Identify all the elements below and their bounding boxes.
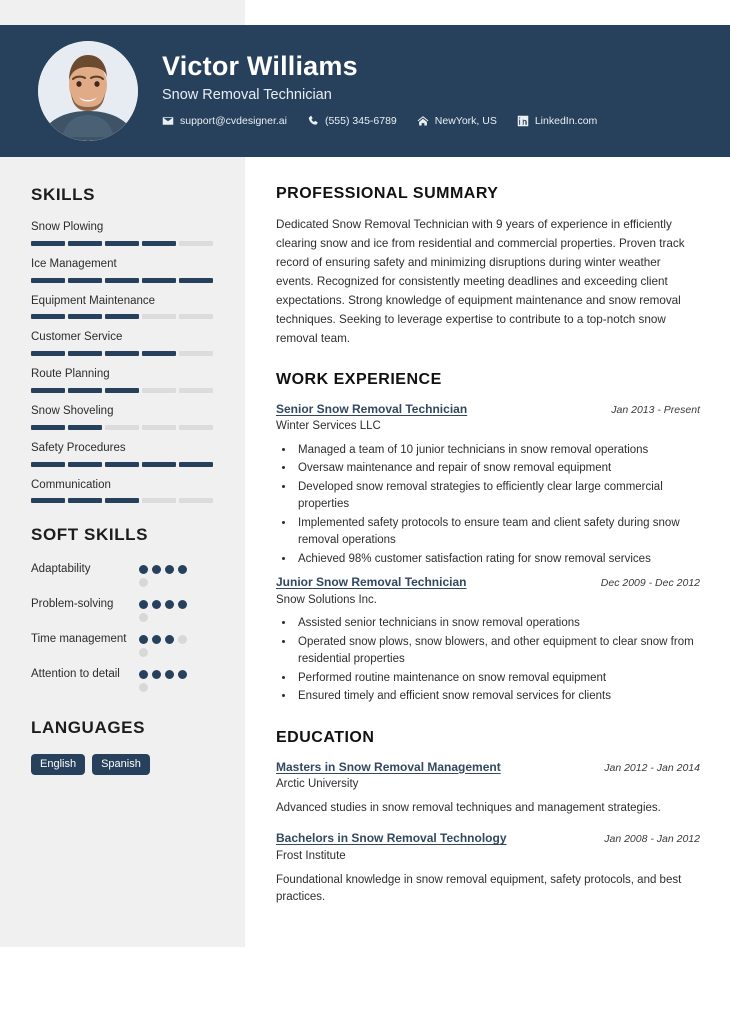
skill-level-bar	[31, 425, 213, 430]
experience-entry	[276, 402, 700, 568]
experience-bullet-list	[276, 615, 700, 705]
rating-dot	[165, 565, 174, 574]
education-entry	[276, 760, 700, 818]
rating-dot	[152, 670, 161, 679]
languages-heading: LANGUAGES	[31, 718, 146, 738]
education-list	[276, 760, 700, 908]
skill-bar-segment	[68, 388, 102, 393]
rating-dot	[165, 600, 174, 609]
soft-skill-rating	[139, 666, 199, 692]
skill-item	[31, 405, 214, 430]
skill-label: Equipment Maintenance	[31, 294, 156, 307]
rating-dot	[152, 565, 161, 574]
contact-email-text: support@cvdesigner.ai	[180, 115, 287, 128]
skill-item	[31, 331, 214, 356]
rating-dot	[152, 600, 161, 609]
skill-level-bar	[31, 314, 213, 319]
languages-section	[31, 718, 214, 775]
education-description: Advanced studies in snow removal techniques and management strategies.	[276, 801, 661, 814]
experience-bullet: • Developed snow removal strategies to efficiently clear large commercial properties	[295, 479, 700, 514]
skill-bar-segment	[142, 351, 176, 356]
skill-bar-segment	[105, 278, 139, 283]
skill-item	[31, 368, 214, 393]
rating-dot	[139, 578, 148, 587]
soft-skill-label: Problem-solving	[31, 598, 114, 611]
soft-skill-rating	[139, 561, 199, 587]
section-spacer	[276, 713, 700, 729]
soft-skill-item	[31, 666, 214, 692]
experience-organization: Winter Services LLC	[276, 420, 381, 433]
rating-dot	[139, 635, 148, 644]
skill-bar-segment	[179, 314, 213, 319]
skill-bar-segment	[31, 462, 65, 467]
experience-bullet: • Performed routine maintenance on snow removal equipment	[295, 670, 700, 687]
skill-bar-segment	[31, 498, 65, 503]
skill-bar-segment	[105, 425, 139, 430]
education-organization: Frost Institute	[276, 850, 346, 863]
skill-bar-segment	[142, 314, 176, 319]
contact-phone[interactable]	[307, 115, 397, 127]
skill-bar-segment	[179, 241, 213, 246]
experience-entry	[276, 575, 700, 705]
rating-dot	[139, 683, 148, 692]
experience-entry-header	[276, 575, 700, 591]
language-tag-list	[31, 754, 214, 775]
soft-skill-rating	[139, 631, 199, 657]
skill-bar-segment	[179, 498, 213, 503]
rating-dot	[178, 600, 187, 609]
skill-bar-segment	[179, 462, 213, 467]
skill-bar-segment	[31, 388, 65, 393]
contact-location[interactable]	[417, 115, 497, 127]
home-icon	[417, 115, 429, 127]
skill-bar-segment	[68, 425, 102, 430]
contact-location-text: NewYork, US	[434, 115, 497, 128]
experience-date: Jan 2013 - Present	[611, 403, 700, 416]
contact-list	[162, 115, 597, 127]
skill-item	[31, 442, 214, 467]
language-tag[interactable]: English	[31, 754, 85, 775]
education-date: Jan 2008 - Jan 2012	[604, 833, 700, 846]
skill-label: Safety Procedures	[31, 441, 126, 454]
skill-bar-segment	[68, 462, 102, 467]
skill-bar-segment	[142, 241, 176, 246]
contact-linkedin-text: LinkedIn.com	[534, 115, 598, 128]
skill-bar-segment	[68, 241, 102, 246]
experience-bullet: • Operated snow plows, snow blowers, and other equipment to clear snow from residential properties	[295, 634, 700, 669]
skill-label: Route Planning	[31, 368, 110, 381]
experience-bullet: • Oversaw maintenance and repair of snow removal equipment	[295, 460, 700, 477]
experience-title[interactable]: Junior Snow Removal Technician	[276, 575, 467, 590]
rating-dot	[152, 635, 161, 644]
skill-bar-segment	[31, 278, 65, 283]
language-tag[interactable]: Spanish	[92, 754, 150, 775]
skill-bar-segment	[179, 425, 213, 430]
skill-bar-segment	[179, 278, 213, 283]
skills-list	[31, 221, 214, 503]
soft-skill-item	[31, 631, 214, 657]
skill-bar-segment	[68, 351, 102, 356]
skill-bar-segment	[179, 388, 213, 393]
experience-organization: Snow Solutions Inc.	[276, 593, 378, 606]
header-text-block	[162, 51, 597, 131]
rating-dot	[165, 670, 174, 679]
education-heading: EDUCATION	[276, 728, 375, 746]
skill-bar-segment	[142, 278, 176, 283]
education-organization: Arctic University	[276, 778, 359, 791]
skill-bar-segment	[142, 388, 176, 393]
skill-bar-segment	[105, 241, 139, 246]
resume-header	[0, 25, 730, 157]
experience-bullet: • Ensured timely and efficient snow removal services for clients	[295, 688, 700, 705]
sidebar	[0, 157, 245, 775]
skill-bar-segment	[142, 462, 176, 467]
soft-skill-item	[31, 561, 214, 587]
main-column	[276, 157, 700, 921]
skill-label: Customer Service	[31, 331, 123, 344]
rating-dot	[139, 600, 148, 609]
skill-label: Snow Shoveling	[31, 404, 114, 417]
linkedin-icon	[517, 115, 529, 127]
experience-bullet: • Achieved 98% customer satisfaction rating for snow removal services	[295, 551, 700, 568]
education-entry-header	[276, 760, 700, 776]
experience-title[interactable]: Senior Snow Removal Technician	[276, 401, 468, 416]
experience-heading: WORK EXPERIENCE	[276, 370, 442, 388]
skill-bar-segment	[68, 314, 102, 319]
rating-dot	[178, 565, 187, 574]
skill-bar-segment	[105, 351, 139, 356]
soft-skill-label: Attention to detail	[31, 668, 120, 681]
soft-skill-label: Adaptability	[31, 563, 91, 576]
skill-item	[31, 479, 214, 504]
skill-bar-segment	[105, 314, 139, 319]
summary-heading: PROFESSIONAL SUMMARY	[276, 185, 499, 202]
rating-dot	[139, 565, 148, 574]
contact-phone-text: (555) 345-6789	[324, 115, 397, 128]
skill-bar-segment	[31, 351, 65, 356]
soft-skill-rating	[139, 596, 199, 622]
experience-bullet-list	[276, 442, 700, 568]
skill-level-bar	[31, 498, 213, 503]
experience-bullet: • Implemented safety protocols to ensure team and client safety during snow removal operations	[295, 515, 700, 550]
skill-item	[31, 221, 214, 246]
education-date: Jan 2012 - Jan 2014	[604, 761, 700, 774]
skill-level-bar	[31, 462, 213, 467]
skill-bar-segment	[105, 388, 139, 393]
experience-bullet: • Assisted senior technicians in snow removal operations	[295, 615, 700, 632]
avatar	[38, 41, 138, 141]
skill-label: Snow Plowing	[31, 221, 104, 233]
education-entry	[276, 831, 700, 907]
rating-dot	[139, 670, 148, 679]
soft-skills-heading: SOFT SKILLS	[31, 525, 149, 545]
soft-skills-section	[31, 525, 214, 692]
experience-bullet: • Managed a team of 10 junior technicians in snow removal operations	[295, 442, 700, 459]
skill-level-bar	[31, 351, 213, 356]
experience-entry-header	[276, 402, 700, 418]
skills-heading: SKILLS	[31, 185, 96, 204]
contact-email[interactable]	[162, 115, 287, 127]
education-entry-header	[276, 831, 700, 847]
rating-dot	[178, 635, 187, 644]
skill-bar-segment	[68, 498, 102, 503]
rating-dot	[139, 648, 148, 657]
contact-linkedin[interactable]	[517, 115, 597, 127]
summary-text: Dedicated Snow Removal Technician with 9 years of experience in efficiently clearing snow and ice from residential and commercial properties. Proven track record of ensuring safety and minimizing disruptions during winter weather events. Recognized for consistently meeting deadlines and exceeding client expectations. Strong knowledge of equipment maintenance and snow removal techniques. Seeking to leverage expertise to contribute to a top-notch snow removal team.	[276, 218, 685, 345]
rating-dot	[178, 670, 187, 679]
skill-bar-segment	[68, 278, 102, 283]
education-title[interactable]: Bachelors in Snow Removal Technology	[276, 831, 507, 846]
education-title[interactable]: Masters in Snow Removal Management	[276, 759, 501, 774]
soft-skill-item	[31, 596, 214, 622]
skill-level-bar	[31, 388, 213, 393]
rating-dot	[165, 635, 174, 644]
job-role: Snow Removal Technician	[162, 86, 332, 103]
soft-skills-list	[31, 561, 214, 692]
education-description: Foundational knowledge in snow removal equipment, safety protocols, and best practices.	[276, 873, 682, 904]
skill-level-bar	[31, 278, 213, 283]
envelope-icon	[162, 115, 174, 127]
skill-bar-segment	[179, 351, 213, 356]
skill-bar-segment	[142, 498, 176, 503]
skill-bar-segment	[31, 314, 65, 319]
skill-label: Communication	[31, 478, 111, 491]
skill-bar-segment	[105, 498, 139, 503]
skill-bar-segment	[142, 425, 176, 430]
soft-skill-label: Time management	[31, 633, 127, 646]
skill-level-bar	[31, 241, 213, 246]
skill-label: Ice Management	[31, 257, 117, 270]
experience-list	[276, 402, 700, 706]
skill-bar-segment	[31, 241, 65, 246]
experience-date: Dec 2009 - Dec 2012	[600, 577, 700, 590]
skill-item	[31, 295, 214, 320]
skill-bar-segment	[105, 462, 139, 467]
page-title: Victor Williams	[162, 50, 358, 81]
rating-dot	[139, 613, 148, 622]
skill-bar-segment	[31, 425, 65, 430]
skill-item	[31, 258, 214, 283]
phone-icon	[307, 115, 319, 127]
